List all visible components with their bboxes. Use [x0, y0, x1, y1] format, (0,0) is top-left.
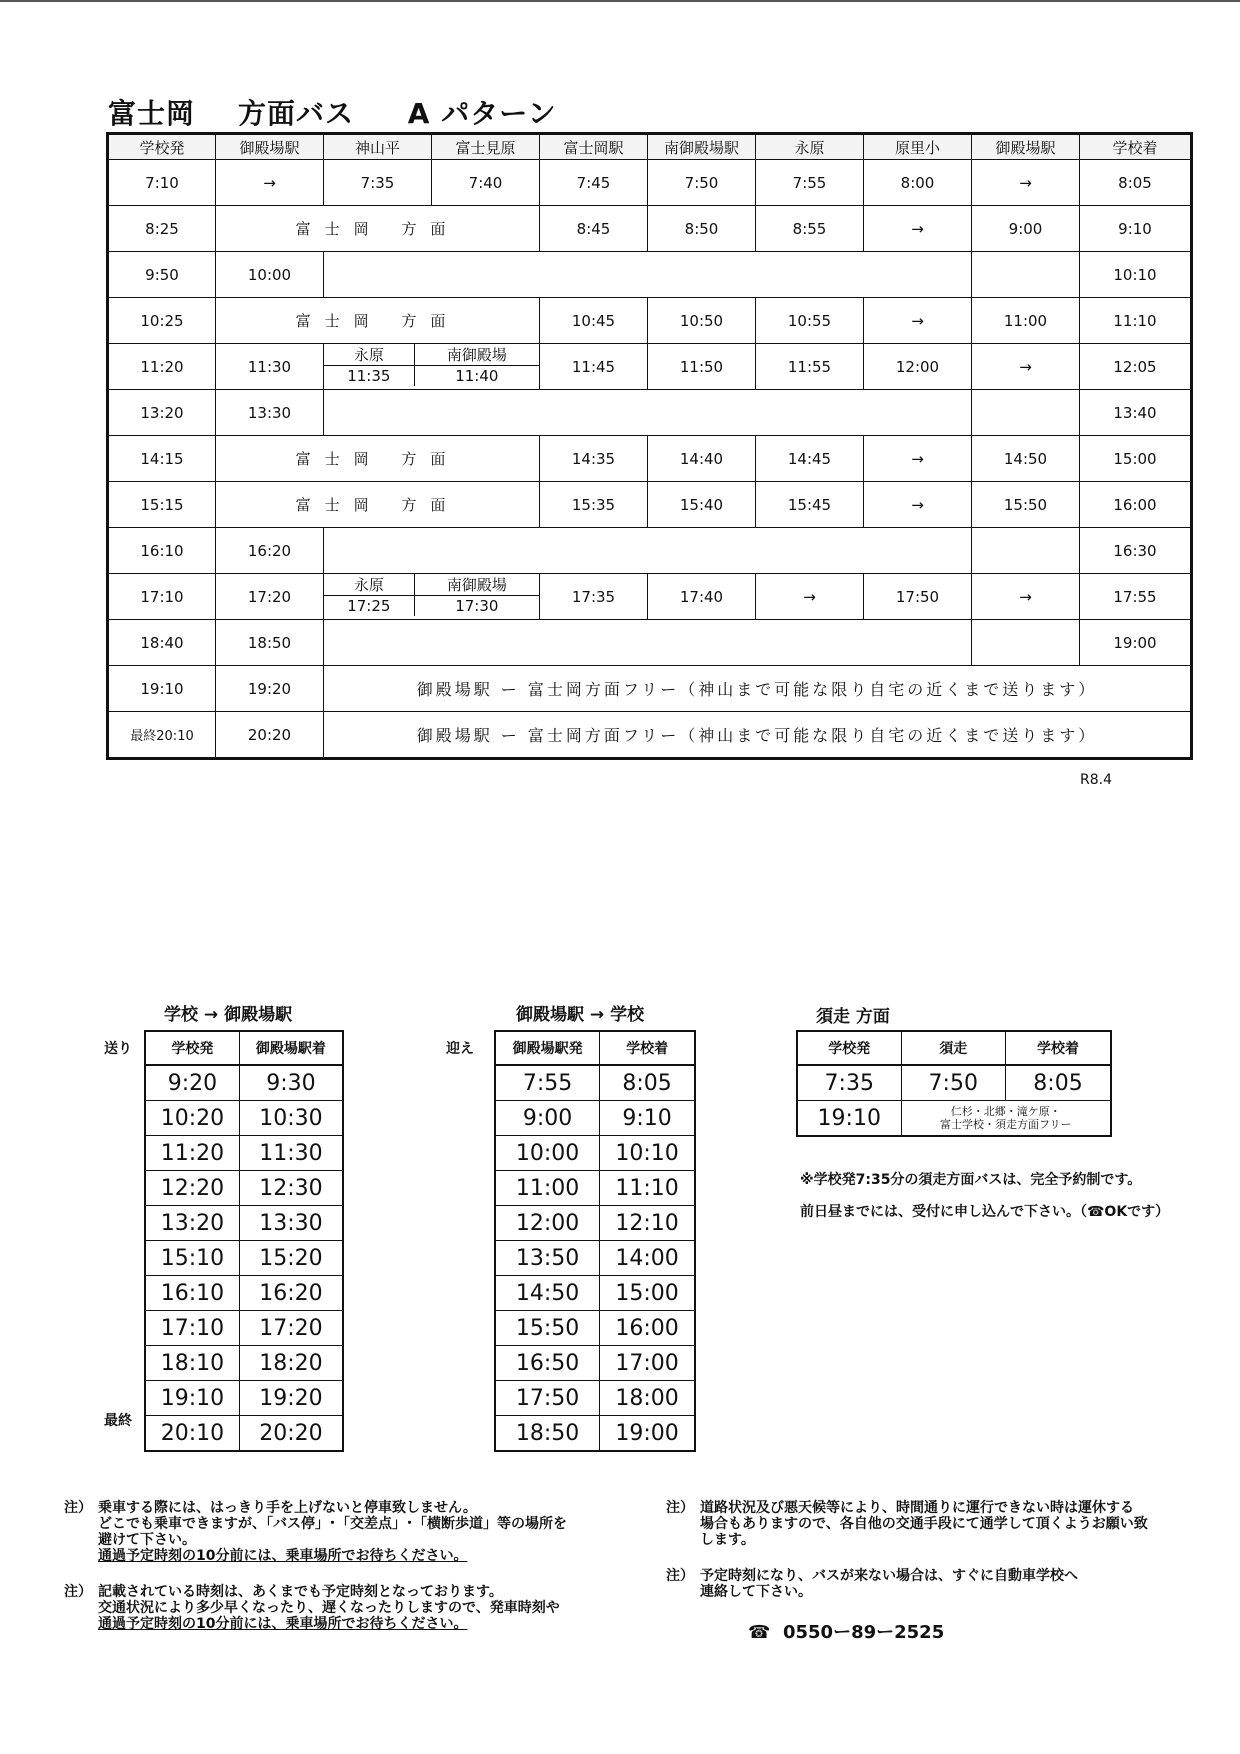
page-title: 富士岡 方面バス A パターン — [108, 97, 557, 130]
column-header: 富士見原 — [432, 134, 540, 160]
column-header: 原里小 — [864, 134, 972, 160]
time-cell: 19:10 — [145, 1381, 239, 1416]
phone-icon: ☎ — [748, 1622, 771, 1643]
depart-time-cell: 14:15 — [108, 436, 216, 482]
time-cell: 7:45 — [540, 160, 648, 206]
time-cell: 13:50 — [495, 1241, 600, 1276]
blank-cell — [972, 528, 1080, 574]
table-row — [797, 1101, 1111, 1137]
time-cell: 7:35 — [797, 1065, 901, 1101]
note-3 — [666, 1500, 1206, 1548]
station-time-cell: 19:20 — [216, 666, 324, 712]
table-a-last-label: 最終 — [104, 1413, 132, 1429]
time-cell: 16:50 — [495, 1346, 600, 1381]
time-cell: 10:10 — [1080, 252, 1192, 298]
time-cell: → — [864, 436, 972, 482]
table-c-header: 須走 — [901, 1031, 1005, 1065]
depart-time-cell: 15:15 — [108, 482, 216, 528]
table-row — [145, 1346, 343, 1381]
time-cell: 17:50 — [495, 1381, 600, 1416]
time-cell: 10:45 — [540, 298, 648, 344]
time-cell: → — [216, 160, 324, 206]
table-b-header: 学校着 — [600, 1031, 695, 1065]
note-line: 乗車する際には、はっきり手を上げないと停車致しません。 — [98, 1500, 477, 1516]
time-cell: 17:10 — [145, 1311, 239, 1346]
sub-stop-times — [324, 596, 539, 617]
time-cell: 14:50 — [495, 1276, 600, 1311]
time-cell: 19:20 — [239, 1381, 343, 1416]
sub-stop-label: 永原 — [324, 344, 414, 366]
time-cell: 9:10 — [1080, 206, 1192, 252]
depart-time-cell: 19:10 — [108, 666, 216, 712]
table-b-header: 御殿場駅発 — [495, 1031, 600, 1065]
time-cell: 7:55 — [495, 1065, 600, 1101]
table-row — [495, 1381, 695, 1416]
time-cell: → — [972, 160, 1080, 206]
time-cell: 20:10 — [145, 1416, 239, 1452]
table-row — [495, 1276, 695, 1311]
time-cell: 10:55 — [756, 298, 864, 344]
time-cell: 11:10 — [600, 1171, 695, 1206]
time-cell: 16:30 — [1080, 528, 1192, 574]
table-row — [108, 666, 1192, 712]
time-cell: 18:00 — [600, 1381, 695, 1416]
version-label: R8.4 — [1080, 772, 1112, 788]
time-cell: 13:20 — [145, 1206, 239, 1241]
table-c-title: 須走 方面 — [816, 1007, 890, 1027]
sub-stop-cell — [324, 344, 540, 390]
station-time-cell: 20:20 — [216, 712, 324, 759]
time-cell: 18:50 — [495, 1416, 600, 1452]
time-cell: 12:10 — [600, 1206, 695, 1241]
time-cell: 15:00 — [1080, 436, 1192, 482]
time-cell: 10:20 — [145, 1101, 239, 1136]
table-row — [108, 436, 1192, 482]
time-cell: 10:10 — [600, 1136, 695, 1171]
note-line: 記載されている時刻は、あくまでも予定時刻となっております。 — [98, 1584, 503, 1600]
depart-time-cell: 8:25 — [108, 206, 216, 252]
time-cell: 7:40 — [432, 160, 540, 206]
time-cell: → — [972, 574, 1080, 620]
free-route-cell: 御殿場駅 ー 富士岡方面フリー（神山まで可能な限り自宅の近くまで送ります） — [324, 666, 1192, 712]
time-cell: 19:00 — [600, 1416, 695, 1452]
blank-cell — [324, 620, 972, 666]
station-time-cell: 11:30 — [216, 344, 324, 390]
table-row — [797, 1065, 1111, 1101]
table-row — [145, 1416, 343, 1452]
table-a-header: 学校発 — [145, 1031, 239, 1065]
table-row — [495, 1101, 695, 1136]
free-route-line: 仁杉・北郷・滝ケ原・ — [950, 1105, 1061, 1118]
time-cell: 16:00 — [600, 1311, 695, 1346]
sub-stop-table — [324, 574, 539, 616]
table-row — [108, 390, 1192, 436]
time-cell: 12:00 — [864, 344, 972, 390]
depart-time-cell: 11:20 — [108, 344, 216, 390]
time-cell: 18:10 — [145, 1346, 239, 1381]
table-row — [108, 344, 1192, 390]
depart-time-cell: 10:25 — [108, 298, 216, 344]
free-route-cell — [901, 1101, 1111, 1137]
note-line: 予定時刻になり、バスが来ない場合は、すぐに自動車学校へ — [700, 1568, 1078, 1584]
table-b-side-label: 迎え — [446, 1041, 474, 1057]
time-cell: 8:05 — [1005, 1065, 1111, 1101]
time-cell: 10:50 — [648, 298, 756, 344]
table-row — [145, 1136, 343, 1171]
station-time-cell: 10:00 — [216, 252, 324, 298]
note-line: 連絡して下さい。 — [700, 1584, 812, 1600]
direction-span-cell: 富士岡 方面 — [216, 436, 540, 482]
table-row — [495, 1241, 695, 1276]
table-row — [108, 252, 1192, 298]
time-cell: 11:00 — [495, 1171, 600, 1206]
note-2 — [64, 1584, 624, 1632]
time-cell: 17:20 — [239, 1311, 343, 1346]
note-prefix: 注） — [64, 1500, 92, 1516]
sub-stop-label: 南御殿場 — [414, 344, 539, 366]
sub-stop-label: 南御殿場 — [414, 574, 539, 596]
table-row — [108, 712, 1192, 759]
note-line: します。 — [700, 1532, 755, 1548]
note-1 — [64, 1500, 624, 1564]
time-cell: → — [864, 482, 972, 528]
blank-cell — [324, 252, 972, 298]
time-cell: 20:20 — [239, 1416, 343, 1452]
blank-cell — [972, 620, 1080, 666]
time-cell: 8:45 — [540, 206, 648, 252]
time-cell: 12:20 — [145, 1171, 239, 1206]
table-a-side-label: 送り — [104, 1041, 132, 1057]
time-cell: 18:20 — [239, 1346, 343, 1381]
time-cell: 8:00 — [864, 160, 972, 206]
table-row — [108, 620, 1192, 666]
time-cell: 7:35 — [324, 160, 432, 206]
time-cell: → — [864, 298, 972, 344]
depart-time-cell: 13:20 — [108, 390, 216, 436]
note-line: 通過予定時刻の10分前には、乗車場所でお待ちください。 — [98, 1616, 468, 1632]
table-row — [145, 1241, 343, 1276]
column-header: 永原 — [756, 134, 864, 160]
column-header: 学校着 — [1080, 134, 1192, 160]
table-c-header: 学校発 — [797, 1031, 901, 1065]
time-cell: 17:35 — [540, 574, 648, 620]
depart-time-cell: 17:10 — [108, 574, 216, 620]
school-to-station-table — [144, 1030, 344, 1452]
station-time-cell: 18:50 — [216, 620, 324, 666]
time-cell: 10:30 — [239, 1101, 343, 1136]
blank-cell — [324, 390, 972, 436]
sub-stop-cell — [324, 574, 540, 620]
table-c-header: 学校着 — [1005, 1031, 1111, 1065]
depart-time-cell: 最終20:10 — [108, 712, 216, 759]
station-time-cell: 16:20 — [216, 528, 324, 574]
blank-cell — [972, 252, 1080, 298]
table-row — [108, 482, 1192, 528]
time-cell: 14:50 — [972, 436, 1080, 482]
table-row — [145, 1101, 343, 1136]
table-row — [108, 206, 1192, 252]
sub-stop-table — [324, 344, 539, 386]
column-header: 富士岡駅 — [540, 134, 648, 160]
time-cell: 9:30 — [239, 1065, 343, 1101]
sub-stop-time: 17:25 — [347, 597, 391, 615]
time-cell: 11:50 — [648, 344, 756, 390]
column-header: 御殿場駅 — [972, 134, 1080, 160]
blank-cell — [324, 528, 972, 574]
table-row — [108, 528, 1192, 574]
table-row — [145, 1276, 343, 1311]
time-cell: 11:30 — [239, 1136, 343, 1171]
station-time-cell: 17:20 — [216, 574, 324, 620]
time-cell: 17:50 — [864, 574, 972, 620]
time-cell: 9:10 — [600, 1101, 695, 1136]
blank-cell — [972, 390, 1080, 436]
time-cell: 15:50 — [495, 1311, 600, 1346]
time-cell: 13:40 — [1080, 390, 1192, 436]
table-row — [108, 160, 1192, 206]
time-cell: 7:50 — [648, 160, 756, 206]
fujioka-bus-timetable — [106, 132, 1193, 760]
sub-stop-label: 永原 — [324, 574, 414, 596]
time-cell: 14:00 — [600, 1241, 695, 1276]
time-cell: 15:40 — [648, 482, 756, 528]
time-cell: 12:05 — [1080, 344, 1192, 390]
time-cell: 11:55 — [756, 344, 864, 390]
reservation-note: ※学校発7:35分の須走方面バスは、完全予約制です。 — [800, 1172, 1142, 1188]
depart-time-cell: 9:50 — [108, 252, 216, 298]
column-header: 御殿場駅 — [216, 134, 324, 160]
note-line: 場合もありますので、各自他の交通手段にて通学して頂くようお願い致 — [700, 1516, 1148, 1532]
sub-stop-time: 11:35 — [347, 367, 391, 385]
direction-span-cell: 富士岡 方面 — [216, 482, 540, 528]
time-cell: 7:55 — [756, 160, 864, 206]
note-prefix: 注） — [666, 1568, 694, 1584]
note-line: 避けて下さい。 — [98, 1532, 196, 1548]
note-prefix: 注） — [666, 1500, 694, 1516]
table-row — [145, 1311, 343, 1346]
table-row — [495, 1416, 695, 1452]
sub-stop-labels — [324, 574, 539, 596]
direction-span-cell: 富士岡 方面 — [216, 206, 540, 252]
sub-stop-time: 17:30 — [414, 596, 539, 617]
time-cell: 14:45 — [756, 436, 864, 482]
time-cell: 13:30 — [239, 1206, 343, 1241]
phone-number: 0550ー89ー2525 — [782, 1622, 945, 1643]
note-4 — [666, 1568, 1206, 1600]
free-route-line: 富士学校・須走方面フリー — [939, 1118, 1072, 1131]
time-cell: 8:05 — [600, 1065, 695, 1101]
time-cell: 17:00 — [600, 1346, 695, 1381]
table-row — [145, 1206, 343, 1241]
time-cell: 15:50 — [972, 482, 1080, 528]
time-cell: 8:55 — [756, 206, 864, 252]
sub-stop-time: 11:40 — [414, 366, 539, 387]
note-line: どこでも乗車できますが、「バス停」･「交差点」･「横断歩道」等の場所を — [98, 1516, 567, 1532]
time-cell: → — [864, 206, 972, 252]
note-prefix: 注） — [64, 1584, 92, 1600]
time-cell: 7:50 — [901, 1065, 1005, 1101]
time-cell: 15:00 — [600, 1276, 695, 1311]
table-row — [145, 1065, 343, 1101]
note-line: 道路状況及び悪天候等により、時間通りに運行できない時は運休する — [700, 1500, 1134, 1516]
time-cell: 8:05 — [1080, 160, 1192, 206]
time-cell: 16:10 — [145, 1276, 239, 1311]
application-note: 前日昼までには、受付に申し込んで下さい。（☎OKです） — [800, 1204, 1170, 1220]
sub-stop-labels — [324, 344, 539, 366]
time-cell: 15:20 — [239, 1241, 343, 1276]
time-cell: 11:45 — [540, 344, 648, 390]
time-cell: 16:20 — [239, 1276, 343, 1311]
note-line: 交通状況により多少早くなったり、遅くなったりしますので、発車時刻や — [98, 1600, 560, 1616]
table-row — [108, 574, 1192, 620]
subashiri-table — [796, 1030, 1112, 1137]
time-cell: 12:00 — [495, 1206, 600, 1241]
time-cell: → — [972, 344, 1080, 390]
free-route-cell: 御殿場駅 ー 富士岡方面フリー（神山まで可能な限り自宅の近くまで送ります） — [324, 712, 1192, 759]
time-cell: 12:30 — [239, 1171, 343, 1206]
depart-time-cell: 16:10 — [108, 528, 216, 574]
depart-time-cell: 7:10 — [108, 160, 216, 206]
time-cell: 11:20 — [145, 1136, 239, 1171]
direction-span-cell: 富士岡 方面 — [216, 298, 540, 344]
depart-time-cell: 18:40 — [108, 620, 216, 666]
time-cell: 15:35 — [540, 482, 648, 528]
table-row — [145, 1171, 343, 1206]
sub-stop-times — [324, 366, 539, 387]
station-to-school-table — [494, 1030, 696, 1452]
table-row — [495, 1346, 695, 1381]
time-cell: 9:00 — [972, 206, 1080, 252]
time-cell: 10:00 — [495, 1136, 600, 1171]
time-cell: 16:00 — [1080, 482, 1192, 528]
time-cell: 9:00 — [495, 1101, 600, 1136]
table-row — [108, 298, 1192, 344]
column-header: 南御殿場駅 — [648, 134, 756, 160]
time-cell: 17:40 — [648, 574, 756, 620]
column-header: 神山平 — [324, 134, 432, 160]
table-a-title: 学校 → 御殿場駅 — [164, 1005, 293, 1025]
time-cell: 11:10 — [1080, 298, 1192, 344]
station-time-cell: 13:30 — [216, 390, 324, 436]
table-row — [495, 1136, 695, 1171]
time-cell: → — [756, 574, 864, 620]
time-cell: 15:45 — [756, 482, 864, 528]
table-row — [495, 1065, 695, 1101]
top-border — [0, 0, 1240, 2]
table-a-header: 御殿場駅着 — [239, 1031, 343, 1065]
time-cell: 19:10 — [797, 1101, 901, 1137]
time-cell: 9:20 — [145, 1065, 239, 1101]
table-row — [495, 1171, 695, 1206]
time-cell: 17:55 — [1080, 574, 1192, 620]
table-row — [145, 1381, 343, 1416]
time-cell: 19:00 — [1080, 620, 1192, 666]
table-row — [495, 1311, 695, 1346]
time-cell: 14:35 — [540, 436, 648, 482]
time-cell: 11:00 — [972, 298, 1080, 344]
contact-phone — [748, 1618, 944, 1644]
time-cell: 14:40 — [648, 436, 756, 482]
table-row — [495, 1206, 695, 1241]
column-header: 学校発 — [108, 134, 216, 160]
time-cell: 15:10 — [145, 1241, 239, 1276]
table-b-title: 御殿場駅 → 学校 — [516, 1005, 645, 1025]
note-line: 通過予定時刻の10分前には、乗車場所でお待ちください。 — [98, 1548, 468, 1564]
time-cell: 8:50 — [648, 206, 756, 252]
